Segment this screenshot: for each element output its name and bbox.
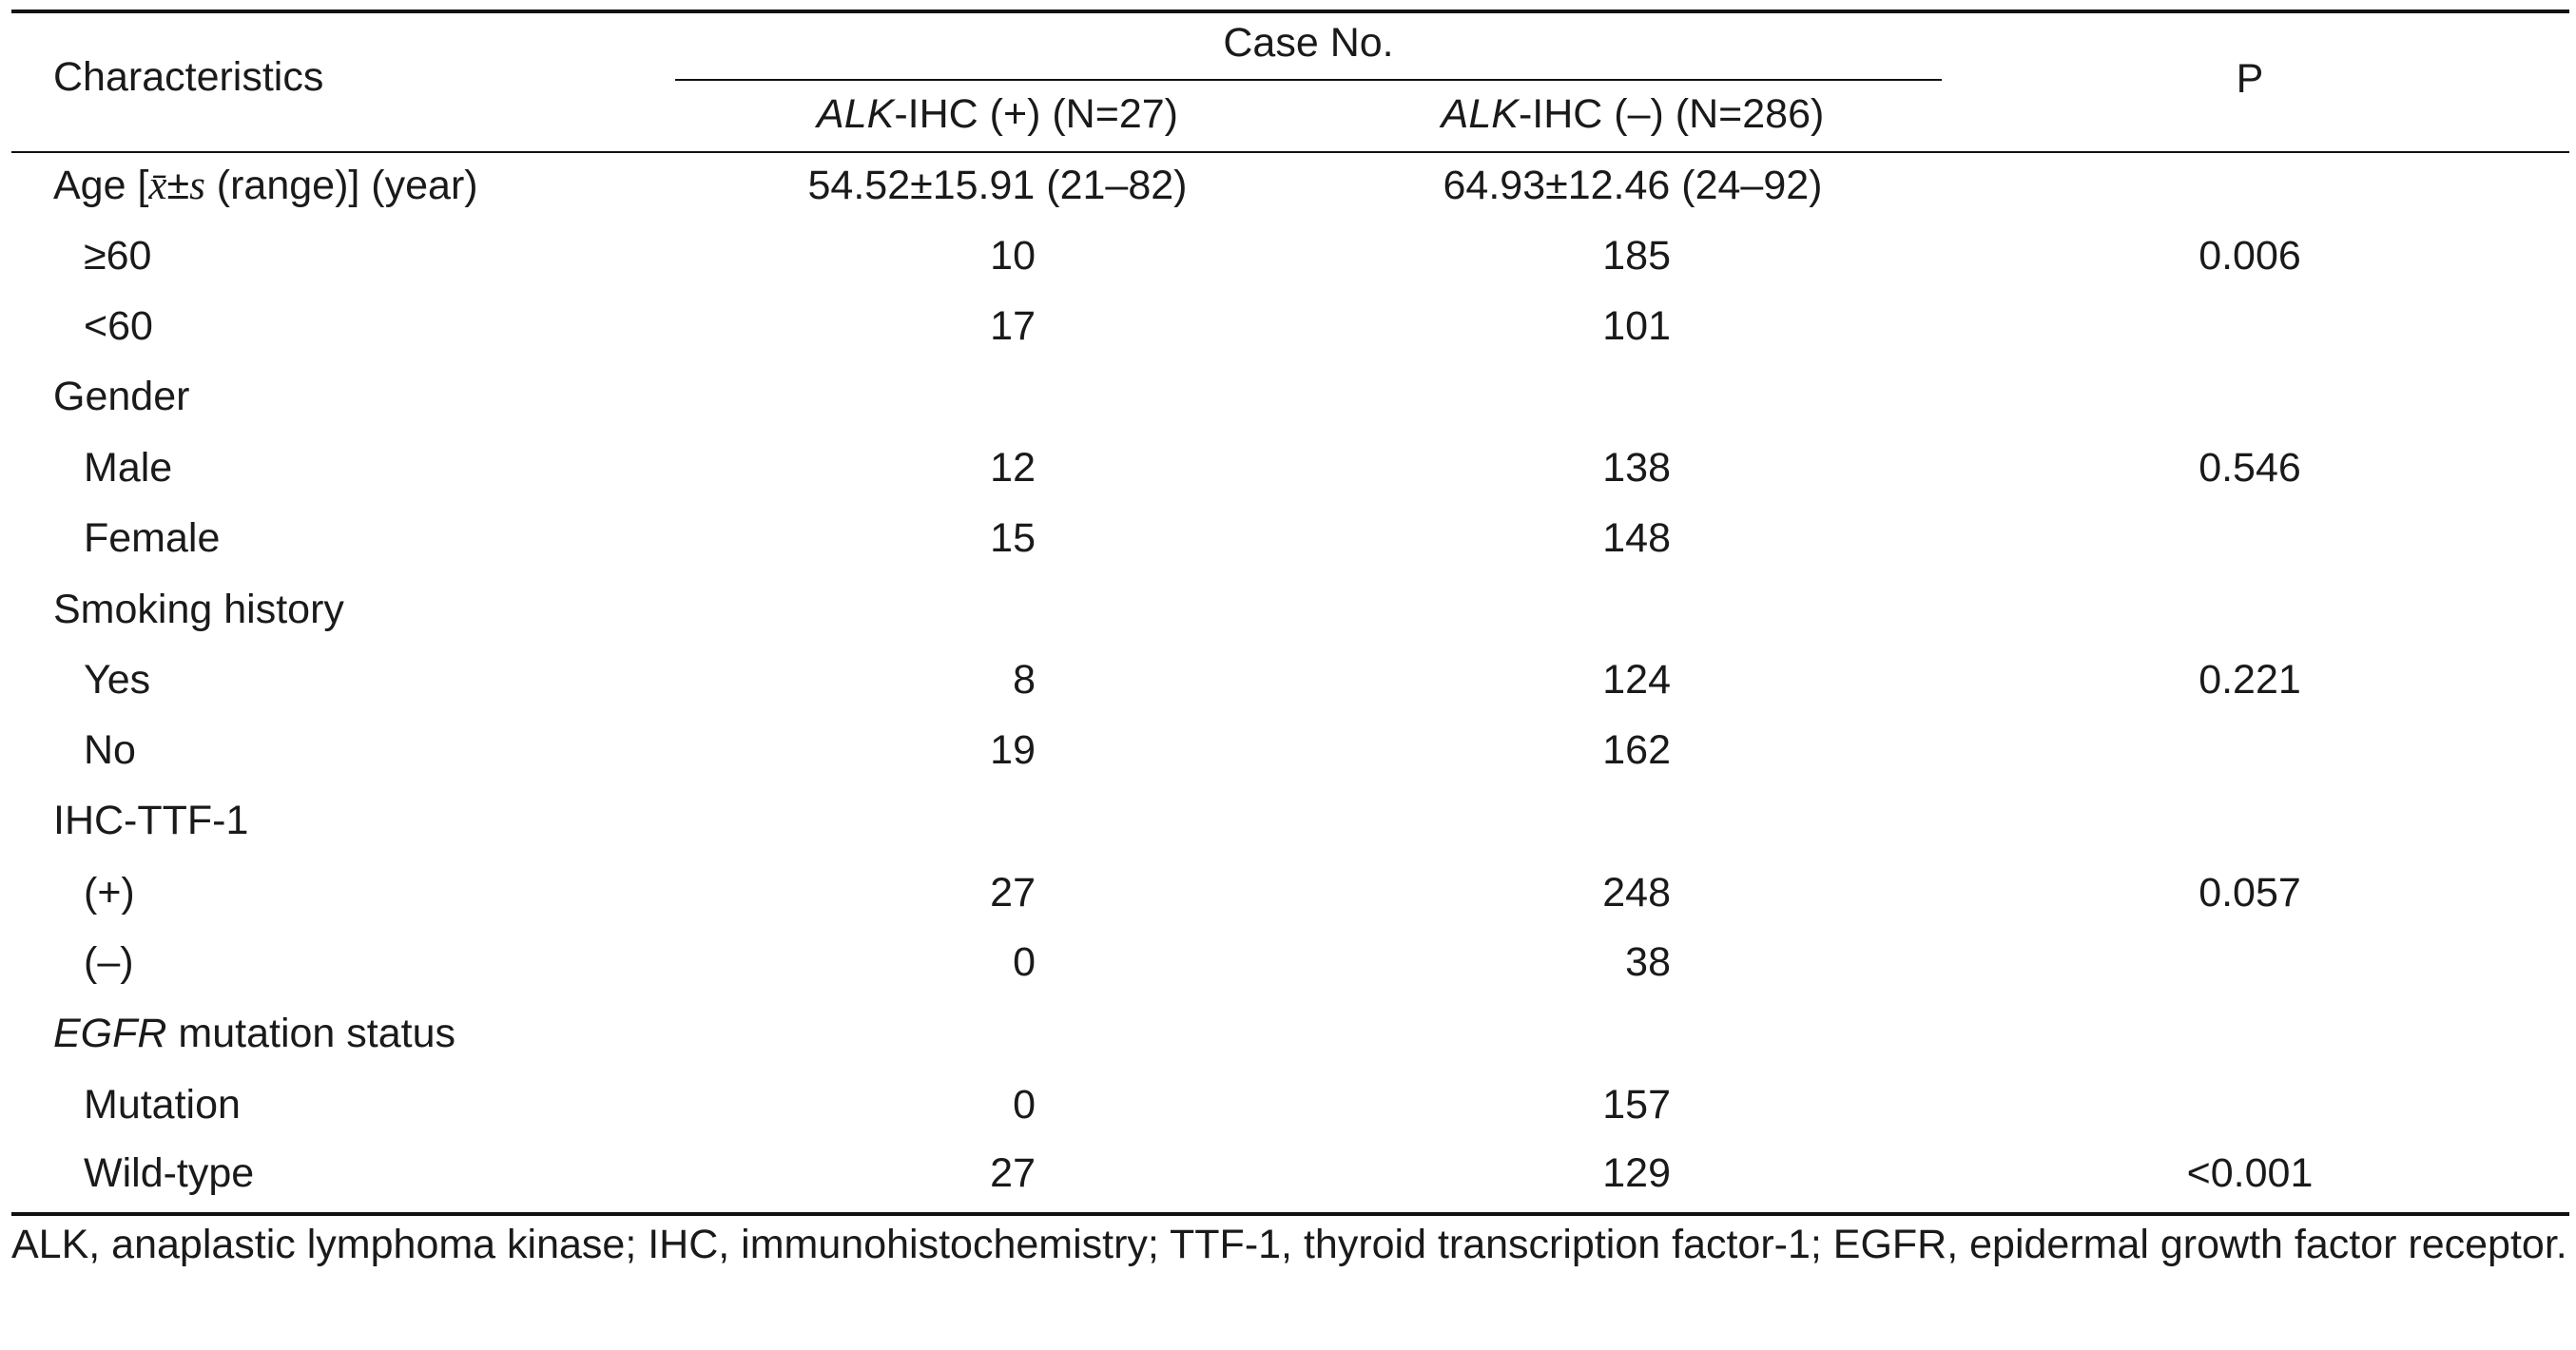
row-label: ≥60 — [84, 233, 152, 279]
value-alk-negative: 148 — [1602, 515, 1671, 561]
table-top-rule — [11, 10, 2569, 13]
value-alk-positive: 0 — [1013, 1082, 1036, 1128]
p-value: 0.546 — [2198, 445, 2301, 491]
value-alk-positive: 27 — [990, 870, 1036, 916]
row-label: Wild-type — [84, 1150, 255, 1196]
row-group-label: Smoking history — [53, 587, 344, 632]
value-alk-positive: 17 — [990, 303, 1036, 349]
header-case-no: Case No. — [1223, 20, 1394, 66]
value-alk-negative: 185 — [1602, 233, 1671, 279]
gene-name: ALK — [817, 91, 895, 137]
table-footnote: ALK, anaplastic lymphoma kinase; IHC, immunohistochemistry; TTF-1, thyroid transcription factor-1; EGFR, epidermal growth factor receptor. — [11, 1222, 2567, 1267]
value-alk-negative: 124 — [1602, 657, 1671, 703]
gene-name: ALK — [1441, 91, 1519, 137]
value-alk-positive: 27 — [990, 1150, 1036, 1196]
header-bottom-rule — [11, 151, 2569, 153]
value-alk-positive: 8 — [1013, 657, 1036, 703]
value-alk-negative: 157 — [1602, 1082, 1671, 1128]
row-label: Mutation — [84, 1082, 241, 1128]
row-label: Male — [84, 445, 173, 491]
p-value: 0.006 — [2198, 233, 2301, 279]
header-p: P — [2236, 56, 2264, 102]
value-alk-negative: 38 — [1625, 939, 1671, 985]
age-alk-negative: 64.93±12.46 (24–92) — [1443, 163, 1823, 208]
row-label: (–) — [84, 939, 134, 985]
value-alk-negative: 162 — [1602, 727, 1671, 773]
row-group-label: Gender — [53, 374, 190, 419]
value-alk-positive: 19 — [990, 727, 1036, 773]
column-label: -IHC (–) (N=286) — [1518, 91, 1825, 137]
column-label: -IHC (+) (N=27) — [894, 91, 1178, 137]
value-alk-negative: 248 — [1602, 870, 1671, 916]
row-label: Yes — [84, 657, 151, 703]
row-label: <60 — [84, 303, 153, 349]
row-label-age: Age [x̄±s (range)] (year) — [53, 163, 478, 208]
row-label: No — [84, 727, 136, 773]
value-alk-positive: 10 — [990, 233, 1036, 279]
value-alk-positive: 12 — [990, 445, 1036, 491]
row-group-label: EGFR mutation status — [53, 1011, 455, 1056]
p-value: <0.001 — [2186, 1150, 2314, 1196]
p-value: 0.221 — [2198, 657, 2301, 703]
age-alk-positive: 54.52±15.91 (21–82) — [807, 163, 1188, 208]
header-alk-positive — [680, 91, 1315, 137]
gene-name: EGFR — [53, 1011, 167, 1056]
case-no-underline — [675, 79, 1942, 81]
row-label: (+) — [84, 870, 135, 916]
p-value: 0.057 — [2198, 870, 2301, 916]
value-alk-negative: 101 — [1602, 303, 1671, 349]
header-alk-negative — [1315, 91, 1950, 137]
value-alk-negative: 129 — [1602, 1150, 1671, 1196]
value-alk-positive: 15 — [990, 515, 1036, 561]
row-label: Female — [84, 515, 221, 561]
header-characteristics: Characteristics — [53, 54, 324, 100]
table-bottom-rule — [11, 1212, 2569, 1216]
row-group-label: IHC-TTF-1 — [53, 798, 249, 843]
value-alk-negative: 138 — [1602, 445, 1671, 491]
value-alk-positive: 0 — [1013, 939, 1036, 985]
